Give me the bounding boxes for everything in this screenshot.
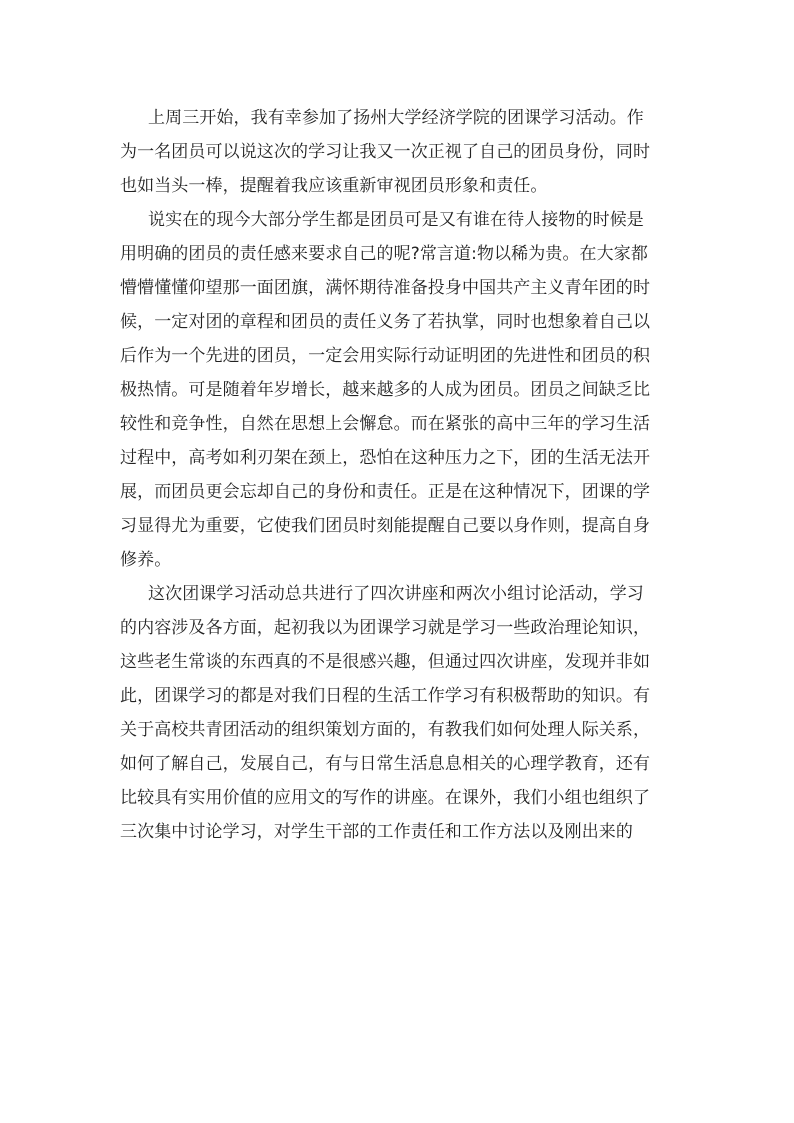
paragraph-3 [120, 577, 680, 849]
text-line: 关于高校共青团活动的组织策划方面的，有教我们如何处理人际关系， [120, 720, 651, 740]
text-line: 如何了解自己，发展自己，有与日常生活息息相关的心理学教育，还有 [120, 754, 651, 774]
text-line: 说实在的现今大部分学生都是团员可是又有谁在待人接物的时候是 [148, 210, 644, 230]
text-line: 这些老生常谈的东西真的不是很感兴趣，但通过四次讲座，发现并非如 [120, 652, 651, 672]
text-line: 极热情。可是随着年岁增长，越来越多的人成为团员。团员之间缺乏比 [120, 380, 651, 400]
text-line: 比较具有实用价值的应用文的写作的讲座。在课外，我们小组也组织了 [120, 788, 651, 808]
text-line: 也如当头一棒，提醒着我应该重新审视团员形象和责任。 [120, 176, 548, 196]
text-line: 修养。 [120, 550, 172, 570]
text-line: 展，而团员更会忘却自己的身份和责任。正是在这种情况下，团课的学 [120, 482, 651, 502]
text-line: 过程中，高考如利刃架在颈上，恐怕在这种压力之下，团的生活无法开 [120, 448, 651, 468]
text-line: 懵懵懂懂仰望那一面团旗，满怀期待准备投身中国共产主义青年团的时 [120, 278, 651, 298]
text-line: 上周三开始，我有幸参加了扬州大学经济学院的团课学习活动。作 [148, 108, 644, 128]
text-line: 的内容涉及各方面，起初我以为团课学习就是学习一些政治理论知识， [120, 618, 651, 638]
text-line: 为一名团员可以说这次的学习让我又一次正视了自己的团员身份，同时 [120, 142, 651, 162]
text-line: 候，一定对团的章程和团员的责任义务了若执掌，同时也想象着自己以 [120, 312, 651, 332]
text-line: 三次集中讨论学习，对学生干部的工作责任和工作方法以及刚出来的 [120, 822, 633, 842]
text-line: 用明确的团员的责任感来要求自己的呢?常言道:物以稀为贵。在大家都 [120, 244, 648, 264]
text-line: 较性和竞争性，自然在思想上会懈怠。而在紧张的高中三年的学习生活 [120, 414, 651, 434]
paragraph-1 [120, 101, 680, 203]
text-line: 后作为一个先进的团员，一定会用实际行动证明团的先进性和团员的积 [120, 346, 651, 366]
document-body [120, 101, 680, 849]
text-line: 此，团课学习的都是对我们日程的生活工作学习有积极帮助的知识。有 [120, 686, 651, 706]
text-line: 这次团课学习活动总共进行了四次讲座和两次小组讨论活动，学习 [148, 584, 644, 604]
paragraph-2 [120, 203, 680, 577]
text-line: 习显得尤为重要，它使我们团员时刻能提醒自己要以身作则，提高自身 [120, 516, 651, 536]
